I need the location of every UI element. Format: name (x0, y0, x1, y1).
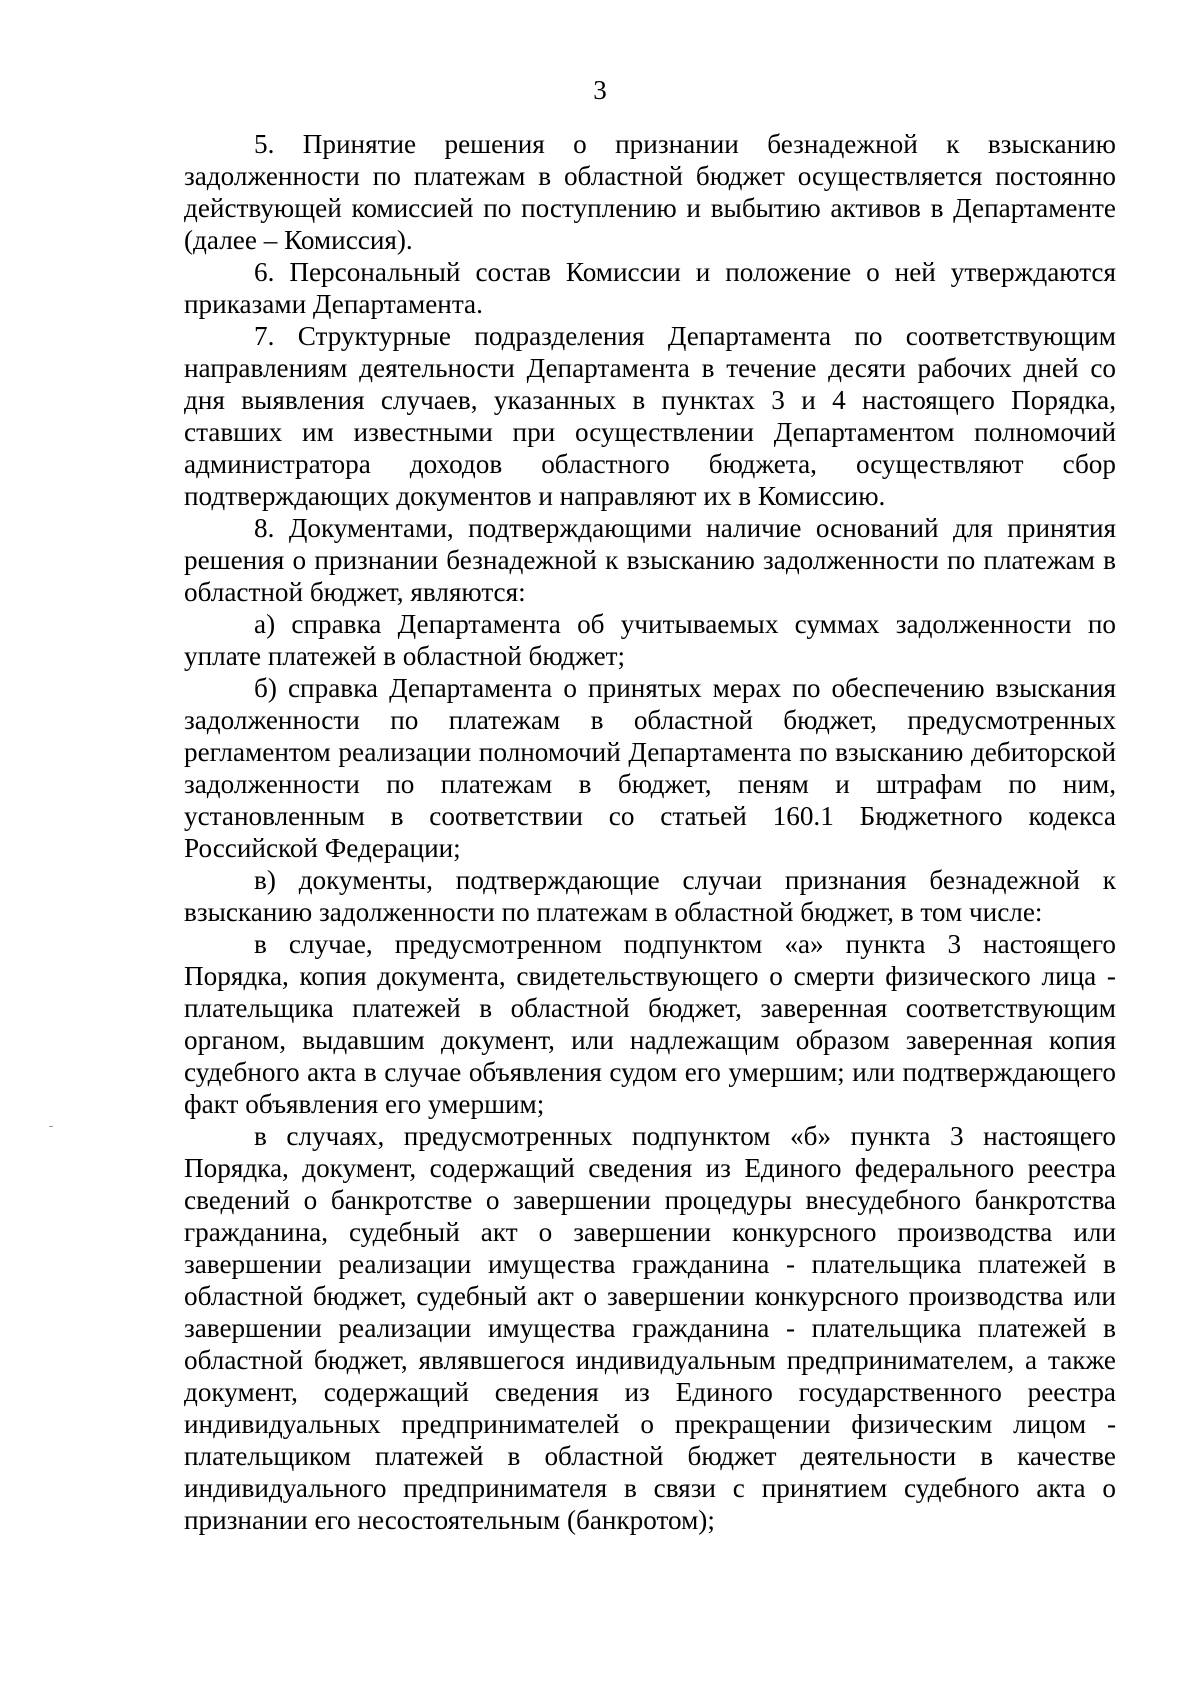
paragraph-item-7: 7. Структурные подразделения Департамента по соответствующим направлениям деятельности Департамента в течение десяти рабочих дней со дня выявления случаев, указанных в пунктах 3 и 4 настоящего Порядка, ставших им известными при осуществлении Департаментом полномочий администратора доходов областного бюджета, осуществляют сбор подтверждающих документов и направляют их в Комиссию. (184, 321, 1116, 511)
document-body (184, 128, 1116, 1536)
paragraph-subitem-a: а) справка Департамента об учитываемых суммах задолженности по уплате платежей в областной бюджет; (184, 609, 1116, 671)
paragraph-item-6: 6. Персональный состав Комиссии и положение о ней утверждаются приказами Департамента. (184, 257, 1116, 319)
paragraph-item-8: 8. Документами, подтверждающими наличие оснований для принятия решения о признании безнадежной к взысканию задолженности по платежам в областной бюджет, являются: (184, 513, 1116, 607)
paragraph-case-bankruptcy: в случаях, предусмотренных подпунктом «б» пункта 3 настоящего Порядка, документ, содержащий сведения из Единого федерального реестра сведений о банкротстве о завершении процедуры внесудебного банкротства гражданина, судебный акт о завершении конкурсного производства или завершении реализации имущества гражданина - плательщика платежей в областной бюджет, судебный акт о завершении конкурсного производства или завершении реализации имущества гражданина - плательщика платежей в областной бюджет, являвшегося индивидуальным предпринимателем, а также документ, содержащий сведения из Единого государственного реестра индивидуальных предпринимателей о прекращении физическим лицом - плательщиком платежей в областной бюджет деятельности в качестве индивидуального предпринимателя в связи с принятием судебного акта о признании его несостоятельным (банкротом); (184, 1121, 1116, 1535)
page-number: 3 (593, 75, 607, 105)
paragraph-subitem-b: б) справка Департамента о принятых мерах по обеспечению взыскания задолженности по платежам в областной бюджет, предусмотренных регламентом реализации полномочий Департамента по взысканию дебиторской задолженности по платежам в бюджет, пеням и штрафам по ним, установленным в соответствии со статьей 160.1 Бюджетного кодекса Российской Федерации; (184, 673, 1116, 863)
paragraph-case-death: в случае, предусмотренном подпунктом «а» пункта 3 настоящего Порядка, копия документа, свидетельствующего о смерти физического лица - плательщика платежей в областной бюджет, заверенная соответствующим органом, выдавшим документ, или надлежащим образом заверенная копия судебного акта в случае объявления судом его умершим; или подтверждающего факт объявления его умершим; (184, 929, 1116, 1119)
paragraph-item-5: 5. Принятие решения о признании безнадежной к взысканию задолженности по платежам в областной бюджет осуществляется постоянно действующей комиссией по поступлению и выбытию активов в Департаменте (далее – Комиссия). (184, 129, 1116, 255)
paragraph-subitem-v: в) документы, подтверждающие случаи признания безнадежной к взысканию задолженности по платежам в областной бюджет, в том числе: (184, 865, 1116, 927)
scan-artifact (49, 1126, 53, 1127)
